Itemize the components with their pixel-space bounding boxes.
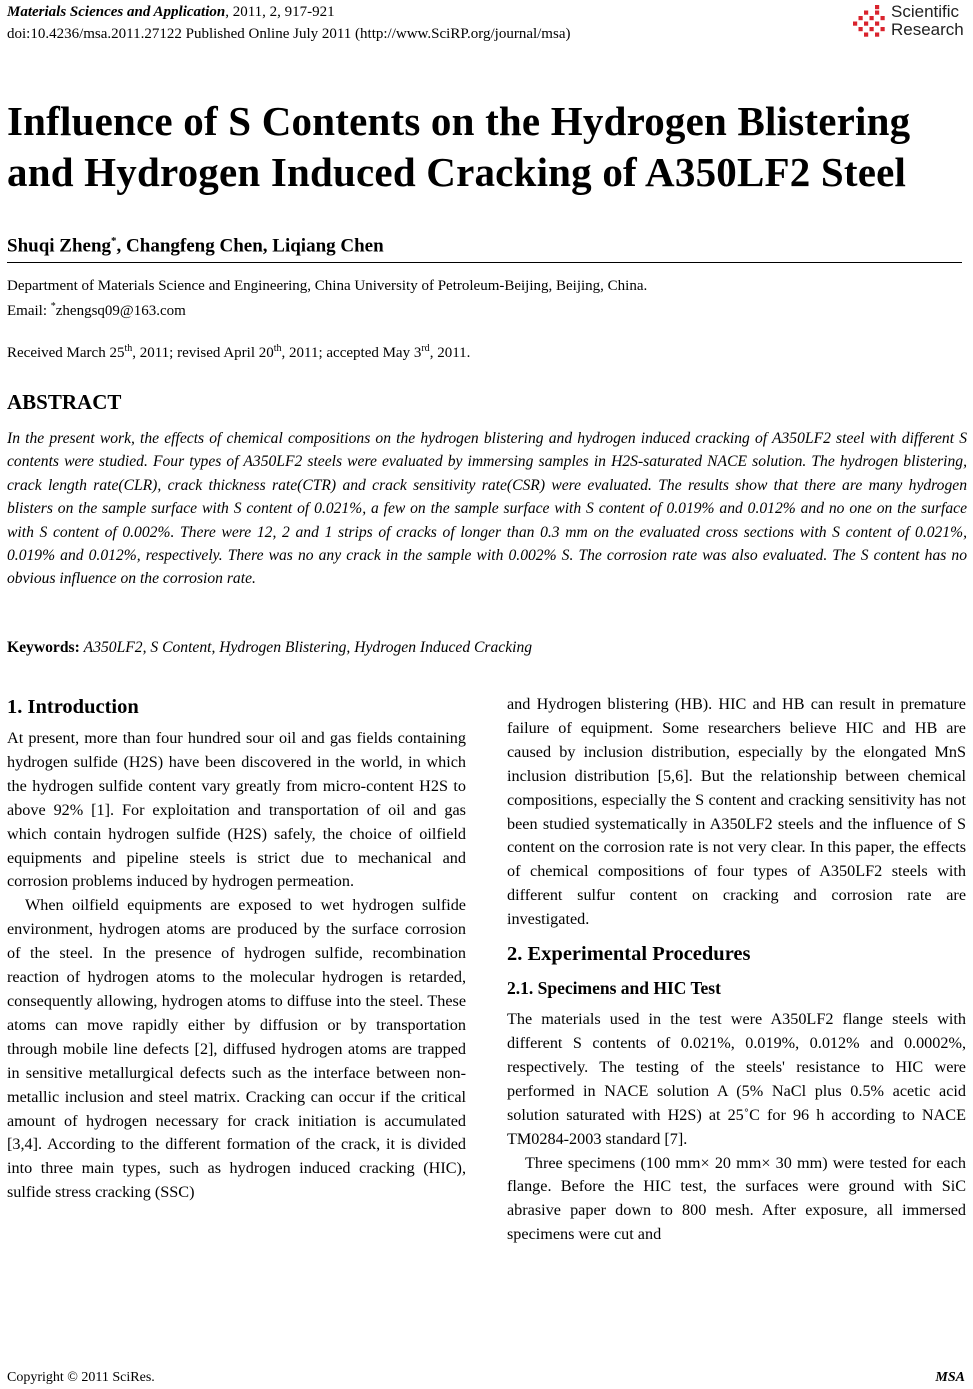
logo-line-2: Research: [891, 20, 964, 39]
left-column: [7, 693, 466, 1205]
author-list: [7, 228, 384, 259]
revised-text: , 2011; revised April 20: [132, 345, 274, 361]
keywords-label: Keywords: [7, 639, 75, 656]
logo-square: [864, 11, 868, 15]
scientific-research-logo-icon: [853, 5, 887, 39]
email-line: [7, 297, 186, 321]
received-text: Received March 25: [7, 345, 125, 361]
logo-square: [875, 33, 879, 37]
journal-volume-info: , 2011, 2, 917-921: [225, 4, 335, 20]
corresponding-mark: *: [111, 235, 117, 247]
logo-square: [859, 27, 863, 31]
specimens-subheading: 2.1. Specimens and HIC Test: [507, 978, 721, 999]
email-label: Email:: [7, 303, 51, 319]
footer-journal-abbr: MSA: [935, 1370, 965, 1385]
keywords-separator: :: [74, 639, 84, 656]
author-first: Shuqi Zheng: [7, 235, 112, 257]
author-rest: , Changfeng Chen, Liqiang Chen: [116, 235, 384, 257]
accepted-text: , 2011; accepted May 3: [281, 345, 422, 361]
logo-line-1: Scientific: [891, 2, 960, 21]
intro-paragraph-1: At present, more than four hundred sour oil and gas fields containing hydrogen sulfide (H2S) have been discovered in the world, in which the hydrogen sulfide content vary greatly from micro-content H2S to above 92% [1]. For exploitation and transportation of oil and gas which contain hydrogen sulfide (H2S) safely, the choice of oilfield equipments and pipeline steels is strict due to mechanical and corrosion problems induced by hydrogen permeation.: [7, 729, 466, 891]
doi-line: doi:10.4236/msa.2011.27122 Published Online July 2011 (http://www.SciRP.org/journal/msa): [7, 26, 571, 42]
intro-paragraph-2: When oilfield equipments are exposed to wet hydrogen sulfide environment, hydrogen atoms are produced by the surface corrosion of the steel. In the presence of hydrogen sulfide, recombination reaction of hydrogen atoms to the molecular hydrogen is retarded, consequently allowing, hydrogen atoms to diffuse into the steel. These atoms can move rapidly either by diffusion or by transportation through mobile line defects [2], diffused hydrogen atoms are trapped in sensitive metallurgical defects such as the interface between non-metallic inclusion and steel matrix. Cracking can occur if the critical amount of hydrogen necessary for crack initiation is accumulated [3,4]. According to the different formation of the crack, it is divided into three main types, such as hydrogen induced cracking (HIC), sulfide stress cracking (SSC): [7, 896, 466, 1202]
experimental-paragraph-1: The materials used in the test were A350LF2 flange steels with different S contents of 0.021%, 0.019%, 0.012% and 0.0002%, respectively. The testing of the steels' resistance to HIC were performed in NACE solution A (5% NaCl plus 0.5% acetic acid solution saturated with H2S) at 25˚C for 96 h according to NACE TM0284-2003 standard [7].: [507, 1010, 966, 1148]
introduction-heading: 1. Introduction: [7, 696, 139, 718]
logo-square: [864, 22, 868, 26]
logo-square: [881, 16, 885, 20]
received-suffix: th: [124, 343, 133, 354]
experimental-heading: 2. Experimental Procedures: [507, 943, 751, 966]
header-divider: [7, 262, 962, 263]
keywords-text: A350LF2, S Content, Hydrogen Blistering, Hydrogen Induced Cracking: [83, 639, 533, 656]
paper-title: Influence of S Contents on the Hydrogen Blistering and Hydrogen Induced Cracking of A350LF2 Steel: [7, 98, 911, 195]
affiliation: Department of Materials Science and Engineering, China University of Petroleum-Beijing, Beijing, China.: [7, 278, 648, 294]
logo-square: [875, 5, 879, 9]
logo-square: [859, 16, 863, 20]
accepted-year: , 2011.: [429, 345, 471, 361]
logo-square: [875, 22, 879, 26]
footer-copyright: Copyright © 2011 SciRes.: [7, 1370, 155, 1385]
abstract-heading: ABSTRACT: [7, 390, 122, 414]
accepted-suffix: rd: [421, 343, 430, 354]
abstract-text: In the present work, the effects of chemical compositions on the hydrogen blistering and hydrogen induced cracking of A350LF2 steel with different S contents were studied. Four types of A350LF2 steels were evaluated by immersing samples in H2S-saturated NACE solution. The hydrogen blistering, crack length rate(CLR), crack thickness rate(CTR) and crack sensitivity rate(CSR) were evaluated. The results show that there are many hydrogen blisters on the sample surface with S content of 0.021%, a few on the sample surface with S content of 0.019% and 0.012% and no one on the surface with S content of 0.002%. There were 12, 2 and 1 strips of cracks of longer than 0.3 mm on the evaluated cross sections with S content of 0.021%, 0.019% and 0.012%, respectively. There was no any crack in the sample with 0.002% S. The corrosion rate was also evaluated. The S content has no obvious influence on the corrosion rate.: [7, 430, 967, 588]
logo-square: [881, 27, 885, 31]
logo-square: [870, 16, 874, 20]
right-column: [507, 693, 966, 1247]
logo-square: [870, 27, 874, 31]
logo-square: [864, 33, 868, 37]
revised-suffix: th: [273, 343, 282, 354]
logo-square: [853, 22, 857, 26]
intro-paragraph-3: and Hydrogen blistering (HB). HIC and HB can result in premature failure of equipment. Some researchers believe HIC and HB are caused by inclusion distribution, especially by the elongated MnS inclusion distribution [5,6]. But the relationship between chemical compositions, especially the S content and cracking sensitivity has not been studied systematically in A350LF2 steels and the influence of S content on the corrosion rate is not very clear. In this paper, the effects of chemical compositions of four types of A350LF2 steels with different sulfur content on cracking and corrosion rate are investigated.: [507, 695, 966, 929]
publisher-logo: [853, 3, 971, 43]
received-dates: [7, 338, 470, 364]
journal-header: [7, 2, 335, 22]
experimental-paragraph-2: Three specimens (100 mm× 20 mm× 30 mm) were tested for each flange. Before the HIC test, the surfaces were ground with SiC abrasive paper down to 800 mesh. After exposure, all immersed specimens were cut and: [507, 1153, 966, 1244]
email-address[interactable]: zhengsq09@163.com: [55, 303, 186, 319]
logo-square: [875, 11, 879, 15]
logo-text: [891, 3, 964, 39]
email-mark: *: [50, 301, 56, 312]
journal-name: Materials Sciences and Application: [7, 4, 226, 20]
keywords-line: [7, 637, 532, 659]
